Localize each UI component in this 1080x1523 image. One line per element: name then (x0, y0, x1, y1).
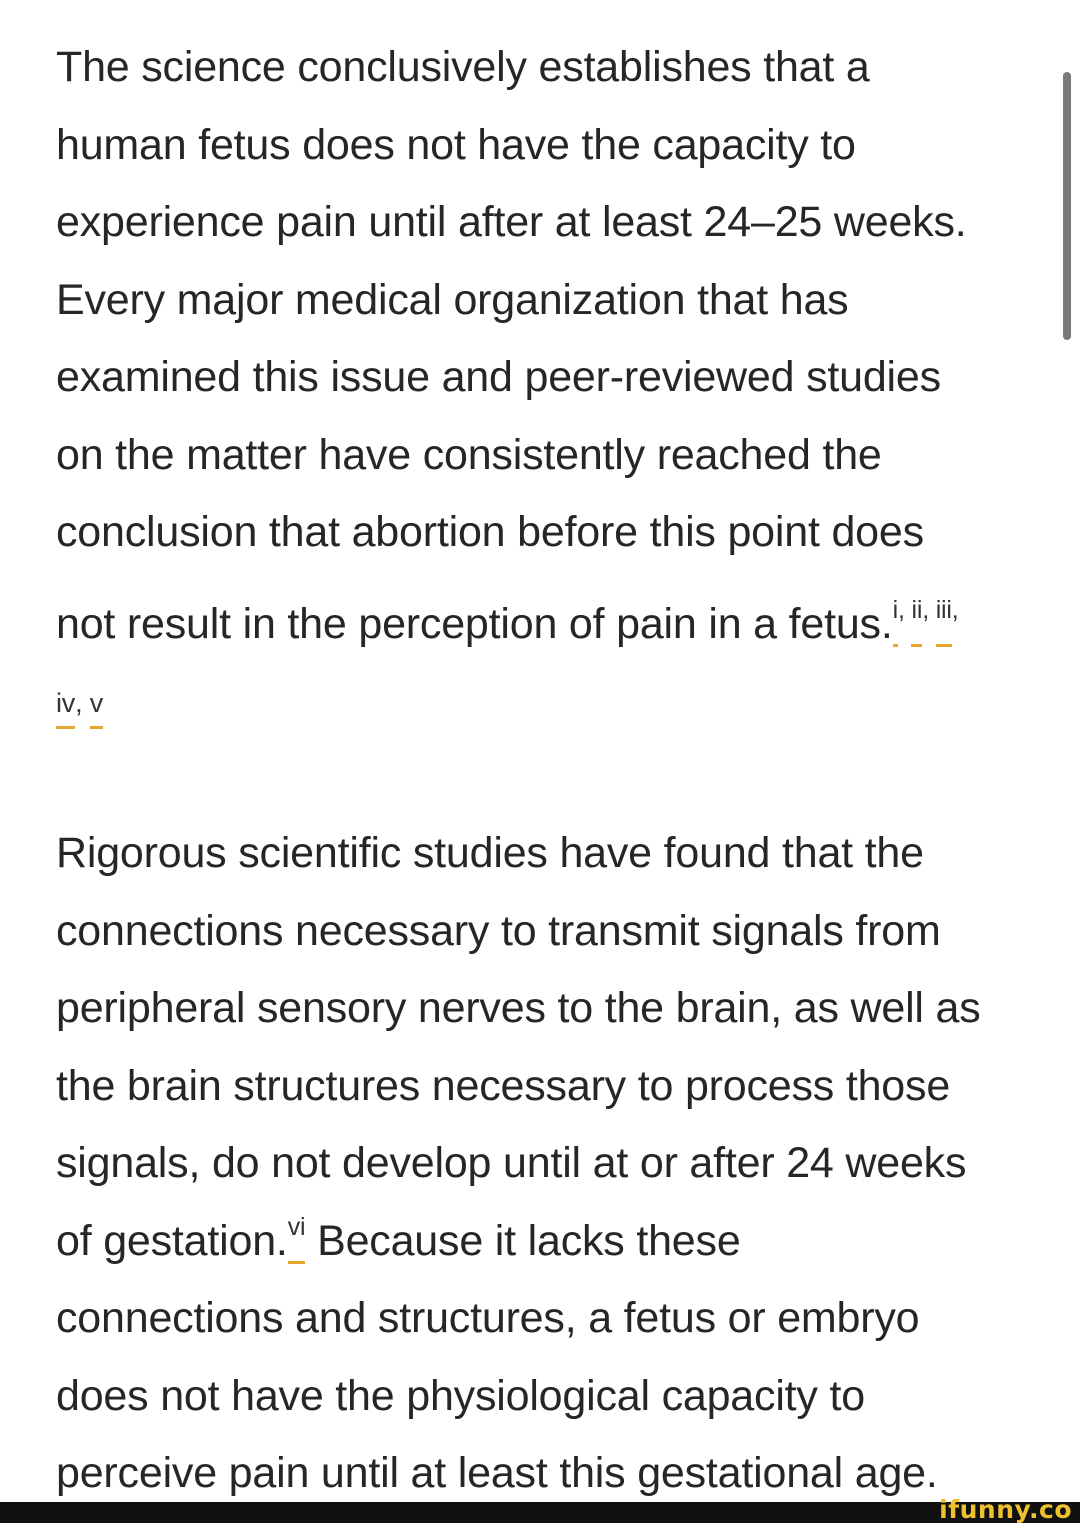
text-line-with-refs (56, 572, 1031, 664)
text-line: the brain structures necessary to process those (56, 1061, 951, 1110)
footnote-ref-iv[interactable]: iv (56, 688, 76, 718)
text-line: peripheral sensory nerves to the brain, as well as (56, 984, 981, 1032)
ref-separator: , (951, 595, 959, 624)
text-line: signals, do not develop until at or after 24 weeks (56, 1139, 967, 1187)
text-line: connections necessary to transmit signals from (56, 906, 941, 955)
text-line: of gestation. (56, 1216, 288, 1265)
paragraph-2 (56, 815, 1031, 1513)
ref-separator: , (897, 595, 912, 624)
text-line: does not have the physiological capacity to (56, 1371, 865, 1420)
text-line: Every major medical organization that has (56, 275, 849, 324)
text-line: not result in the perception of pain in a fetus. (56, 599, 893, 648)
footnote-ref-ii[interactable]: ii (911, 595, 923, 624)
text-line: human fetus does not have the capacity to (56, 120, 856, 169)
text-line-with-refs (56, 1203, 1031, 1281)
footnote-ref-vi[interactable]: vi (287, 1212, 306, 1241)
text-line: The science conclusively establishes that a (56, 43, 870, 91)
watermark-bar (0, 1502, 1080, 1523)
footnote-ref-iii[interactable]: iii (935, 595, 952, 624)
footnote-ref-i[interactable]: i (892, 595, 898, 624)
ref-separator: , (922, 595, 936, 624)
article-body (56, 29, 1031, 1513)
text-line: experience pain until after at least 24–25 weeks. (56, 198, 967, 246)
ifunny-watermark-logo: ifunny.co (939, 1495, 1072, 1523)
text-line: Because it lacks these (317, 1216, 741, 1265)
footnote-refs-line (56, 663, 1031, 738)
text-line: conclusion that abortion before this point does (56, 508, 924, 556)
paragraph-1 (56, 29, 1031, 738)
text-line: examined this issue and peer-reviewed studies (56, 353, 941, 401)
text-line: connections and structures, a fetus or embryo (56, 1294, 920, 1342)
text-line: perceive pain until at least this gestational age. (56, 1449, 938, 1497)
scrollbar-thumb[interactable] (1063, 72, 1071, 340)
text-line: Rigorous scientific studies have found that the (56, 829, 924, 877)
footnote-ref-v[interactable]: v (89, 688, 104, 718)
text-line: on the matter have consistently reached the (56, 430, 882, 479)
ref-separator: , (75, 688, 90, 718)
